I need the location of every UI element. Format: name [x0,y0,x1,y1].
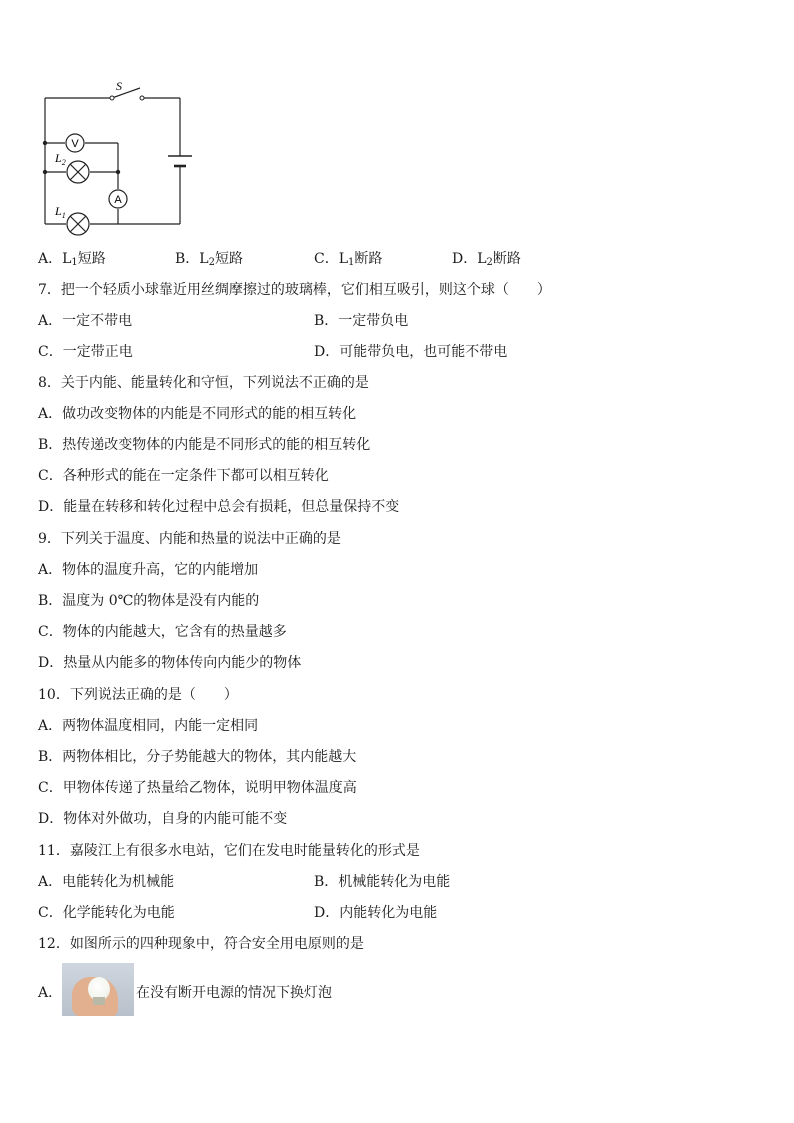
circuit-diagram [30,74,200,244]
q11-option-a: A．电能转化为机械能 [38,874,175,890]
lamp-l1-label: $L_1$ [55,204,66,220]
q9-option-c: C．物体的内能越大，它含有的热量越多 [38,624,287,640]
q11-option-d: D．内能转化为电能 [314,905,438,921]
q11-option-b: B．机械能转化为电能 [314,874,451,890]
q6-option-a: A．$L_1$短路 [38,251,106,268]
q12-stem: 12．如图所示的四种现象中，符合安全用电原则的是 [38,936,364,952]
q6-option-c: C．$L_1$断路 [314,251,383,268]
q10-option-a: A．两物体温度相同，内能一定相同 [38,718,259,734]
ammeter-label: A [114,194,122,206]
q11-option-c: C．化学能转化为电能 [38,905,175,921]
q9-option-b: B．温度为 0℃的物体是没有内能的 [38,593,260,609]
q10-option-c: C．甲物体传递了热量给乙物体，说明甲物体温度高 [38,780,357,796]
q8-option-d: D．能量在转移和转化过程中总会有损耗，但总量保持不变 [38,499,400,515]
q12-option-a-text: 在没有断开电源的情况下换灯泡 [136,985,332,1001]
q8-option-b: B．热传递改变物体的内能是不同形式的能的相互转化 [38,437,371,453]
lamp-l2-icon [67,161,89,183]
bulb-base-shape [93,997,105,1005]
q9-option-a: A．物体的温度升高，它的内能增加 [38,562,259,578]
q8-option-c: C．各种形式的能在一定条件下都可以相互转化 [38,468,329,484]
q8-option-a: A．做功改变物体的内能是不同形式的能的相互转化 [38,406,357,422]
lamp-l1-icon [67,213,89,235]
q7-option-d: D．可能带负电，也可能不带电 [314,344,508,360]
q10-option-d: D．物体对外做功，自身的内能可能不变 [38,811,288,827]
bulb-change-photo [62,963,134,1016]
lamp-l2-label: $L_2$ [55,151,66,167]
q10-stem: 10．下列说法正确的是（ ） [38,687,238,703]
q9-option-d: D．热量从内能多的物体传向内能少的物体 [38,655,302,671]
q11-stem: 11．嘉陵江上有很多水电站，它们在发电时能量转化的形式是 [38,843,420,859]
q6-option-b: B．$L_2$短路 [175,251,243,268]
q12-option-a-letter: A． [38,985,63,1001]
q7-option-c: C．一定带正电 [38,344,133,360]
q7-option-a: A．一定不带电 [38,313,133,329]
switch-label: S [116,79,122,93]
q7-stem: 7．把一个轻质小球靠近用丝绸摩擦过的玻璃棒，它们相互吸引，则这个球（ ） [38,282,551,298]
q10-option-b: B．两物体相比，分子势能越大的物体，其内能越大 [38,749,357,765]
q7-option-b: B．一定带负电 [314,313,409,329]
voltmeter-label: V [71,138,79,150]
q8-stem: 8．关于内能、能量转化和守恒，下列说法不正确的是 [38,375,369,391]
q9-stem: 9．下列关于温度、内能和热量的说法中正确的是 [38,531,341,547]
q6-option-d: D．$L_2$断路 [452,251,521,268]
